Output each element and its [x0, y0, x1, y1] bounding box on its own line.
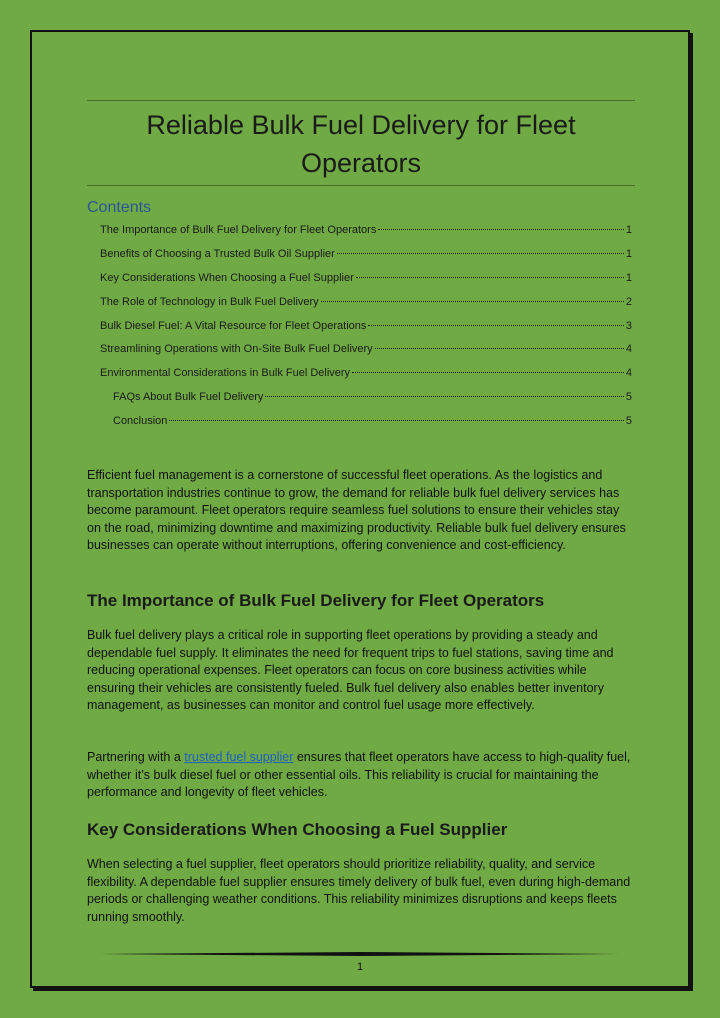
toc-entry-title[interactable]: The Role of Technology in Bulk Fuel Delivery — [100, 295, 319, 308]
toc-entry-title[interactable]: Conclusion — [113, 415, 168, 428]
trusted-fuel-supplier-link[interactable]: trusted fuel supplier — [184, 750, 294, 764]
toc-entry-page: 1 — [625, 247, 632, 260]
toc-leader-dots — [375, 348, 624, 349]
toc-leader-dots — [321, 301, 624, 302]
toc-entry-title[interactable]: FAQs About Bulk Fuel Delivery — [113, 391, 264, 404]
toc-entry-page: 2 — [625, 295, 632, 308]
toc-entry[interactable] — [100, 223, 632, 247]
toc-leader-dots — [378, 229, 624, 230]
toc-entry[interactable] — [100, 366, 632, 390]
supplier-paragraph — [87, 749, 635, 802]
table-of-contents — [100, 223, 632, 438]
toc-leader-dots — [169, 420, 623, 421]
document-title: Reliable Bulk Fuel Delivery for Fleet Operators — [146, 110, 576, 178]
toc-entry-title[interactable]: Environmental Considerations in Bulk Fuel Delivery — [100, 367, 351, 380]
toc-entry-title[interactable]: The Importance of Bulk Fuel Delivery for Fleet Operators — [100, 224, 377, 236]
considerations-paragraph: When selecting a fuel supplier, fleet operators should prioritize reliability, quality, and service flexibility. A dependable fuel supplier ensures timely delivery of bulk fuel, even during high-demand periods or challenging weather conditions. This reliability minimizes disruptions and keeps fleets running smoothly. — [87, 857, 631, 924]
supplier-paragraph-rest: ensures that fleet operators have access to high-quality fuel, whether it’s bulk diesel fuel or other essential oils. This reliability is crucial for maintaining the performance and longevity of fleet vehicles. — [87, 750, 631, 800]
toc-entry-title[interactable]: Streamlining Operations with On-Site Bulk Fuel Delivery — [100, 343, 373, 356]
toc-leader-dots — [352, 372, 624, 373]
toc-entry-page: 5 — [625, 391, 632, 404]
toc-entry-title[interactable]: Benefits of Choosing a Trusted Bulk Oil Supplier — [100, 247, 335, 260]
supplier-paragraph-lead: Partnering with a — [87, 750, 185, 764]
toc-entry-page: 3 — [625, 319, 632, 332]
toc-subentry[interactable] — [100, 390, 632, 414]
toc-entry[interactable] — [100, 271, 632, 295]
toc-entry[interactable] — [100, 342, 632, 366]
toc-entry[interactable] — [100, 319, 632, 343]
toc-entry-page: 4 — [625, 343, 632, 356]
toc-entry-page: 5 — [625, 415, 632, 428]
toc-entry-title[interactable]: Key Considerations When Choosing a Fuel Supplier — [100, 271, 354, 284]
toc-leader-dots — [265, 396, 623, 397]
toc-entry-page: 1 — [625, 271, 632, 284]
importance-paragraph: Bulk fuel delivery plays a critical role in supporting fleet operations by providing a steady and dependable fuel supply. It eliminates the need for frequent trips to fuel stations, saving time and reducing operational expenses. Fleet operators can focus on core business activities while ensuring their vehicles are consistently fueled. Bulk fuel delivery also enables better inventory management, as businesses can monitor and control fuel usage more effectively. — [87, 628, 614, 713]
title-block — [87, 100, 635, 186]
footer-divider — [100, 952, 620, 956]
toc-entry-page: 4 — [625, 367, 632, 380]
section-heading-importance: The Importance of Bulk Fuel Delivery for Fleet Operators — [87, 591, 545, 610]
toc-entry[interactable] — [100, 247, 632, 271]
section-heading-considerations: Key Considerations When Choosing a Fuel Supplier — [87, 820, 508, 839]
intro-paragraph: Efficient fuel management is a cornerstone of successful fleet operations. As the logistics and transportation industries continue to grow, the demand for reliable bulk fuel delivery services has become paramount. Fleet operators require seamless fuel solutions to ensure their vehicles stay on the road, minimizing downtime and maximizing productivity. Reliable bulk fuel delivery ensures businesses can operate without interruptions, offering convenience and cost-efficiency. — [87, 468, 626, 553]
page-number: 1 — [356, 961, 364, 973]
toc-entry[interactable] — [100, 295, 632, 319]
toc-leader-dots — [368, 325, 624, 326]
contents-heading: Contents — [87, 199, 152, 216]
toc-subentry[interactable] — [100, 414, 632, 438]
toc-leader-dots — [356, 277, 624, 278]
toc-entry-page: 1 — [625, 224, 632, 236]
toc-leader-dots — [337, 253, 624, 254]
toc-entry-title[interactable]: Bulk Diesel Fuel: A Vital Resource for Fleet Operations — [100, 319, 367, 332]
